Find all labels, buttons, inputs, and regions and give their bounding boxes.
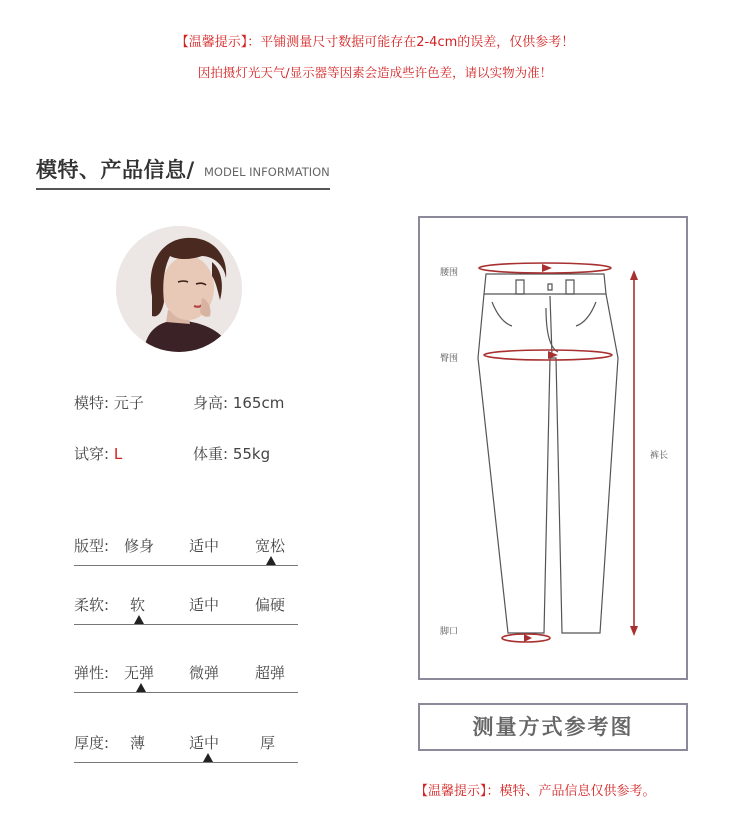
hem-label: 脚口 [440,627,459,637]
scale-thickness: 厚度: 薄 适中 厚 [74,732,298,772]
scale-marker [266,556,276,565]
section-title-en: MODEL INFORMATION [204,165,330,179]
scale-line [74,565,298,566]
waist-label: 腰围 [440,268,459,278]
scale-marker [203,753,213,762]
footer-note: 【温馨提示】：模特、产品信息仅供参考。 [415,784,656,799]
scale-marker [134,615,144,624]
scale-line [74,692,298,693]
hip-label: 臀围 [440,354,459,364]
model-weight: 体重: 55kg [193,445,271,463]
model-name: 模特: 元子 [74,394,144,412]
diagram-caption: 测量方式参考图 [418,703,688,751]
scale-marker [136,683,146,692]
scale-fit: 版型: 修身 适中 宽松 [74,535,298,575]
measurement-diagram [418,216,688,680]
scale-line [74,624,298,625]
scale-elasticity: 弹性: 无弹 微弹 超弹 [74,662,298,702]
section-header [36,154,330,190]
model-height: 身高: 165cm [193,394,285,412]
scale-softness: 柔软: 软 适中 偏硬 [74,594,298,634]
section-title: 模特、产品信息/ [36,158,195,182]
notice-line-1: 【温馨提示】：平铺测量尺寸数据可能存在2-4cm的误差，仅供参考！ [175,35,575,50]
notice-line-2: 因拍摄灯光天气/显示器等因素会造成些许色差，请以实物为准！ [197,65,553,80]
scale-line [74,762,298,763]
model-avatar [116,226,242,352]
model-size: 试穿: L [74,445,123,463]
length-label: 裤长 [650,451,669,461]
